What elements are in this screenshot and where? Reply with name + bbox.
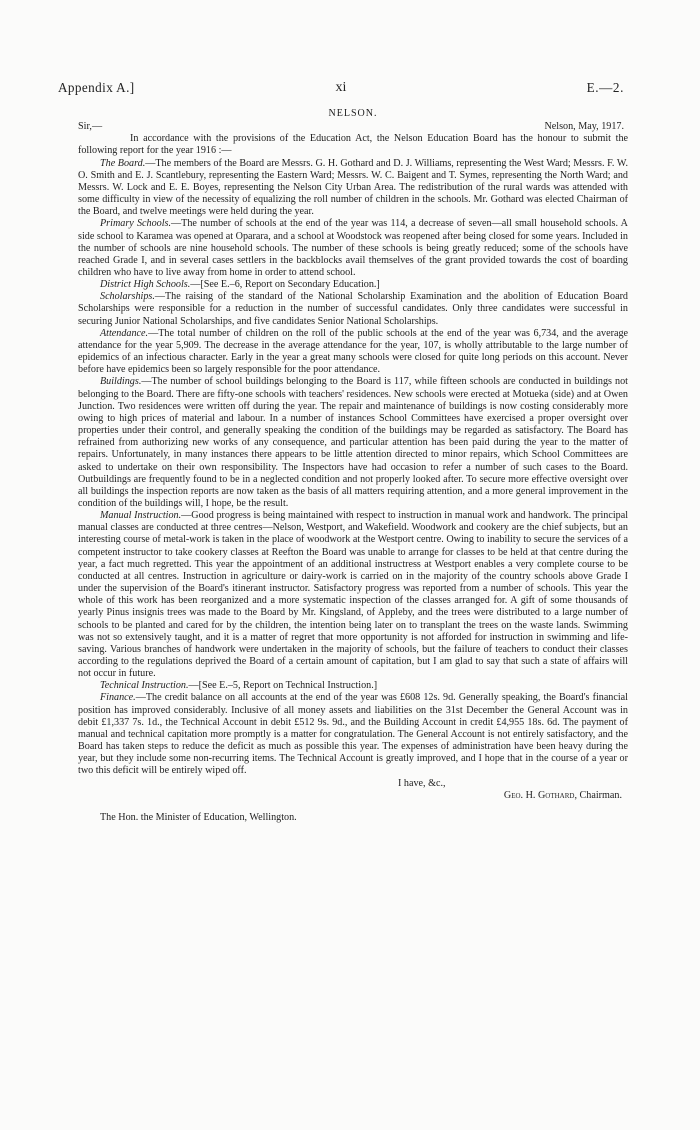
paragraph-attendance (78, 328, 628, 377)
paragraph-finance (78, 692, 628, 777)
salutation-line (78, 121, 628, 133)
closing-line: I have, &c., (398, 777, 446, 789)
paragraph-text: —The total number of children on the roll of the public schools at the end of the year was 6,734, and the average attendance for the year 5,909. The decrease in the average attendance for the year, 107, is wholly attributable to the large number of epidemics of an infectious character. Early in the year a great many schools were closed for quite long periods on this account. Never before have epidemics been so largely responsible for the poor attendance. (78, 327, 628, 376)
paragraph-board (78, 158, 628, 219)
addressee: The Hon. the Minister of Education, Wellington. (100, 811, 297, 823)
paragraph-heading: District High Schools. (100, 279, 191, 291)
paragraph-text: —The number of school buildings belonging to the Board is 117, while fifteen schools are conducted in buildings not belonging to the Board. There are fifty-one schools with teachers' residences. New schools were erected at Motueka (side) and at Owen Junction. Two residences were written off during the year. The repair and maintenance of buildings is now costing considerably more owing to high prices of material and labour. In a number of instances School Committees have exercised a proper oversight over properties under their control, and generally speaking the condition of the buildings may be regarded as satisfactory. The Board has refrained from authorizing new works of any consequence, and particular attention has been paid during the year to the matter of repairs. Unfortunately, in many instances there appears to be little attention directed to minor repairs, which School Committees are asked to undertake on their own responsibility. The Inspectors have had occasion to refer a number of such cases to the Board. Outbuildings are frequently found to be in a neglected condition and not properly looked after. To secure more effective oversight over all buildings the inspection reports are now taken as the basis of all matters requiring attention, and a more general improvement in the condition of the buildings will, I hope, be the result. (78, 376, 628, 509)
paragraph-text: —The credit balance on all accounts at the end of the year was £608 12s. 9d. Generally speaking, the Board's financial position has improved considerably. Inclusive of all money assets and liabilities on the 31st December the General Account was in debit £1,337 7s. 1d., the Technical Account in debit £512 9s. 9d., and the Building Account in credit £4,955 18s. 6d. The payment of manual and technical capitation more promptly is a matter for congratulation. The General Account is not entirely satisfactory, and the Board has taken steps to reduce the deficit as much as possible this year. The expenses of administration have been heavy during the year, but they include some non-recurring items. The Technical Account is greatly improved, and I hope that in the course of a year or two this deficit will be entirely wiped off. (78, 692, 628, 777)
signatory-name: Geo. H. Gothard (503, 789, 575, 801)
paragraph-district-high-schools (78, 279, 628, 291)
paragraph-text: —The number of schools at the end of the year was 114, a decrease of seven—all small household schools. A side school to Karamea was opened at Oparara, and a school at Woodstock was reopened after being closed for some years. Included in the number of schools are nine household schools. The number of these schools is being greatly reduced; some of the schools have reached Grade I, and in several cases settlers in the backblocks avail themselves of the grant provided towards the cost of boarding children who have to live away from home in order to attend school. (78, 218, 628, 279)
header-document-code: E.—2. (586, 80, 624, 95)
paragraph-text: —The raising of the standard of the National Scholarship Examination and the abolition of Education Board Scholarships were responsible for a reduction in the number of successful candidates. Only three candidates were successful in securing Junior National Scholarships, and five candidates Senior National Scholarships. (78, 291, 628, 327)
paragraph-buildings (78, 376, 628, 510)
header-appendix: Appendix A.] (58, 80, 135, 95)
signature-block (78, 790, 622, 802)
paragraph-text: —[See E.–6, Report on Secondary Education.] (190, 279, 380, 291)
header-page-number: xi (335, 80, 347, 95)
paragraph-scholarships (78, 291, 628, 327)
report-body (78, 108, 628, 824)
place-date: Nelson, May, 1917. (544, 121, 624, 133)
paragraph-heading: Primary Schools. (100, 218, 172, 230)
paragraph-heading: Technical Instruction. (100, 680, 189, 692)
intro-paragraph: In accordance with the provisions of the Education Act, the Nelson Education Board has the honour to submit the following report for the year 1916 :— (78, 133, 628, 157)
paragraph-heading: Scholarships. (100, 291, 155, 303)
paragraph-heading: Manual Instruction. (100, 510, 182, 522)
paragraph-technical-instruction (78, 680, 628, 692)
paragraph-heading: Finance. (100, 692, 136, 704)
paragraph-text: —[See E.–5, Report on Technical Instruction.] (188, 680, 378, 692)
paragraph-heading: The Board. (100, 157, 146, 169)
paragraph-primary-schools (78, 218, 628, 279)
paragraph-heading: Attendance. (100, 327, 149, 339)
signatory-title: , Chairman. (574, 789, 622, 801)
salutation: Sir,— (78, 121, 103, 133)
section-title: NELSON. (328, 108, 378, 119)
paragraph-heading: Buildings. (100, 376, 142, 388)
paragraph-manual-instruction (78, 510, 628, 680)
paragraph-text: —Good progress is being maintained with respect to instruction in manual work and handwork. The principal manual classes are conducted at three centres—Nelson, Westport, and Wakefield. Woodwork and cookery are the chief subjects, but an interesting course of metal-work is taken in the place of woodwork at the Westport centre. Owing to inability to secure the services of a competent instructor to take cookery classes at Reefton the Board was unable to arrange for classes to be held at that centre during the year, a fact much regretted. This year the appointment of an additional instructress at Westport enables a very complete course to be conducted at all centres. Instruction in agriculture or dairy-work is carried on in the majority of the country schools above Grade I under the supervision of the Board's itinerant instructor. Satisfactory progress was reported from a number of schools. This year the whole of this work has been reorganized and a more systematic inspection of the classes arranged for. A gift of some thousands of yearly Pinus insignis trees was made to the Board by Mr. Kingsland, of Appleby, and the trees were distributed to a large number of schools to be planted and cared for by the children, the intention being later on to transplant the trees on the waste lands. Swimming was not so extensively taught, and it is a matter of regret that more opportunity is not afforded for instruction in swimming and life-saving. Various branches of handwork were undertaken in the majority of schools, but the failure of teachers to conduct their classes according to the regulations deprived the Board of a certain amount of capitation, but I am glad to say that such a state of affairs will not occur in future. (78, 510, 629, 680)
running-header (58, 80, 624, 100)
paragraph-text: —The members of the Board are Messrs. G. H. Gothard and D. J. Williams, representing the West Ward; Messrs. F. W. O. Smith and E. J. Scantlebury, representing the Eastern Ward; Messrs. W. C. Baigent and T. Symes, representing the North Ward; and Messrs. W. Lock and E. E. Boyes, representing the Nelson City Urban Area. The redistribution of the rural wards was attended with some difficulty in view of the necessity of equalizing the roll number of children in the schools. Mr. Gothard was elected Chairman of the Board, and twelve meetings were held during the year. (78, 157, 628, 218)
